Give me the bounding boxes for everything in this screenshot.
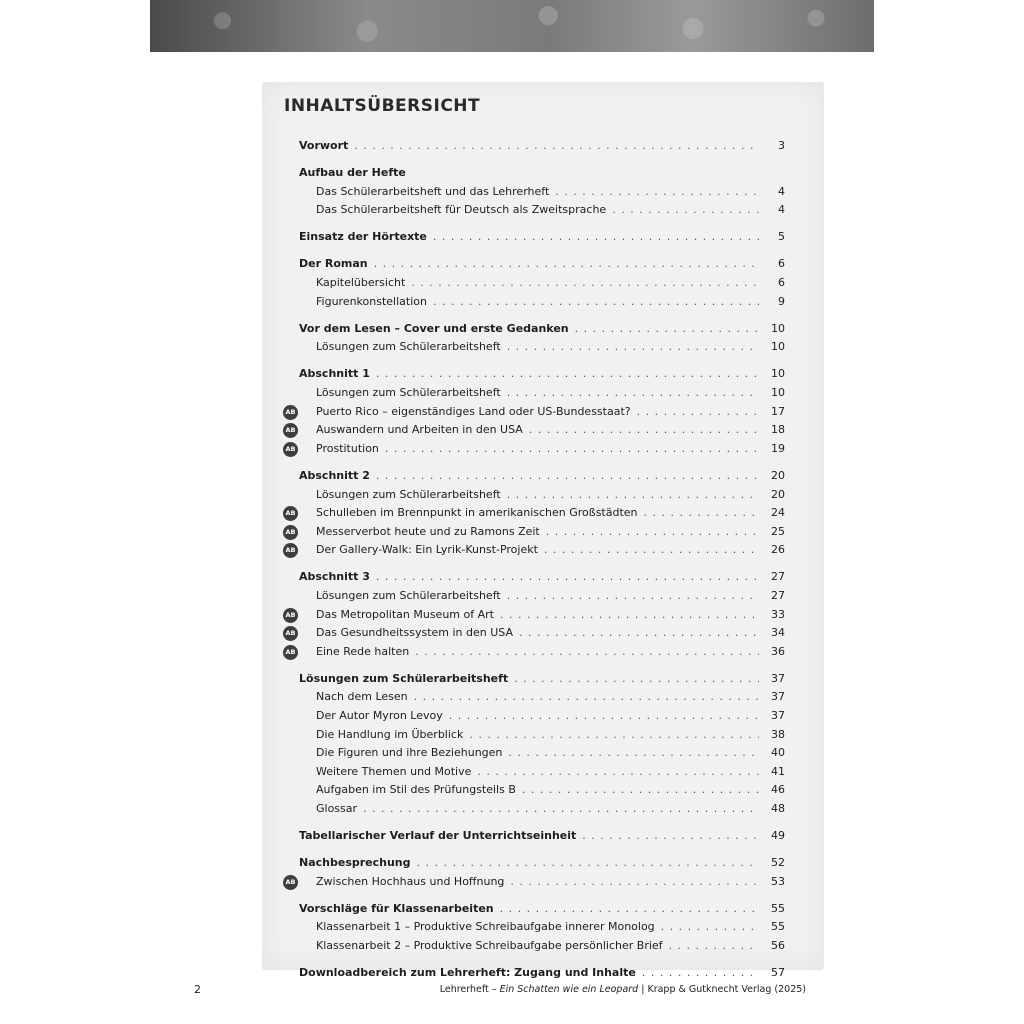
- toc-entry-page: 4: [778, 203, 785, 217]
- toc-leader-dots: [417, 854, 759, 873]
- toc-entry-label: Prostitution: [316, 441, 379, 455]
- toc-entry: [299, 744, 785, 763]
- toc-leader-dots: [519, 624, 759, 643]
- toc-entry-page: 10: [771, 340, 785, 354]
- toc-entry-label: Glossar: [316, 802, 358, 815]
- toc-entry-label: Kapitelübersicht: [316, 276, 406, 290]
- toc-leader-dots: [507, 384, 759, 403]
- ab-badge-icon: AB: [283, 875, 298, 890]
- toc-entry-label: Der Gallery-Walk: Ein Lyrik-Kunst-Projekt: [316, 543, 538, 557]
- toc-leader-dots: [637, 403, 759, 422]
- toc-entry-page: 19: [771, 441, 785, 455]
- toc-entry: [299, 183, 785, 202]
- toc-entry-label: Abschnitt 2: [299, 468, 370, 482]
- toc-entry-page: 56: [771, 939, 785, 953]
- toc-entry-page: 25: [771, 524, 785, 538]
- toc-leader-dots: [469, 726, 759, 745]
- toc-entry-label: Nachbesprechung: [299, 856, 411, 870]
- ab-badge-icon: AB: [283, 506, 298, 521]
- toc-entry-label: Abschnitt 3: [299, 570, 370, 584]
- ab-badge-icon: AB: [283, 626, 298, 641]
- toc-leader-dots: [508, 744, 759, 763]
- toc-entry-label: Nach dem Lesen: [316, 690, 408, 704]
- toc-leader-dots: [414, 688, 759, 707]
- footer-citation: [440, 984, 806, 995]
- toc-entry-page: 49: [771, 829, 785, 843]
- toc-leader-dots: [544, 541, 759, 560]
- toc-entry-page: 57: [771, 966, 785, 980]
- page-number: 2: [194, 983, 201, 996]
- toc-entry-label: Puerto Rico – eigenständiges Land oder US-Bundesstaat?: [316, 404, 631, 418]
- toc-entry: [285, 504, 785, 523]
- toc-entry-page: 3: [778, 139, 785, 152]
- toc-entry-label: Zwischen Hochhaus und Hoffnung: [316, 874, 505, 888]
- toc-entry-page: 37: [771, 690, 785, 704]
- toc-entry-label: Weitere Themen und Motive: [316, 764, 472, 778]
- toc-leader-dots: [612, 201, 759, 220]
- toc-entry: [299, 827, 785, 846]
- toc-entry: [299, 568, 785, 587]
- toc-entry: [299, 587, 785, 606]
- toc-entry-page: 48: [771, 802, 785, 815]
- toc-entry: [299, 384, 785, 403]
- toc-entry-label: Der Roman: [299, 257, 368, 271]
- toc-entry: [299, 900, 785, 919]
- toc-leader-dots: [507, 486, 759, 505]
- ab-badge-icon: AB: [283, 423, 298, 438]
- toc-entry-label: Schulleben im Brennpunkt in amerikanischen Großstädten: [316, 506, 638, 520]
- toc-leader-dots: [507, 338, 759, 357]
- toc-entry-page: 33: [771, 607, 785, 621]
- toc-leader-dots: [529, 421, 759, 440]
- toc-entry: [285, 624, 785, 643]
- toc-leader-dots: [500, 606, 759, 625]
- toc-entry: [299, 228, 785, 247]
- toc-entry-label: Klassenarbeit 2 – Produktive Schreibaufgabe persönlicher Brief: [316, 939, 663, 953]
- toc-entry: [299, 255, 785, 274]
- toc-leader-dots: [411, 274, 759, 293]
- footer-suffix: | Krapp & Gutknecht Verlag (2025): [638, 984, 806, 995]
- toc-entry: [285, 403, 785, 422]
- toc-entry: [299, 486, 785, 505]
- toc-entry-label: Eine Rede halten: [316, 644, 410, 658]
- toc-entry: [299, 137, 785, 156]
- toc-leader-dots: [354, 137, 759, 156]
- toc-entry-label: Das Schülerarbeitsheft für Deutsch als Zweitsprache: [316, 203, 607, 217]
- toc-entry: [285, 873, 785, 892]
- toc-entry-label: Vorwort: [299, 139, 349, 152]
- toc-leader-dots: [555, 183, 759, 202]
- toc-entry-page: 27: [771, 588, 785, 602]
- toc-entry-page: 55: [771, 901, 785, 915]
- toc-leader-dots: [582, 827, 759, 846]
- toc-entry-label: Lösungen zum Schülerarbeitsheft: [316, 340, 501, 354]
- toc-entry-label: Die Figuren und ihre Beziehungen: [316, 746, 503, 760]
- toc-leader-dots: [661, 918, 759, 937]
- footer-prefix: Lehrerheft –: [439, 984, 500, 995]
- toc-entry: [285, 421, 785, 440]
- toc-leader-dots: [510, 873, 759, 892]
- toc-entry-page: 10: [771, 367, 785, 381]
- toc-entry: [299, 164, 785, 183]
- toc-entry: [299, 338, 785, 357]
- toc-leader-dots: [433, 228, 759, 247]
- toc-entry-page: 10: [771, 321, 785, 335]
- toc-entry: [299, 918, 785, 937]
- toc-entry-page: 37: [771, 709, 785, 723]
- toc-leader-dots: [477, 763, 759, 782]
- toc-leader-dots: [507, 587, 759, 606]
- toc-entry-page: 4: [778, 184, 785, 198]
- toc-entry: [299, 781, 785, 800]
- toc-entry-page: 18: [771, 423, 785, 437]
- toc-entry: [299, 707, 785, 726]
- toc-entry-label: Lösungen zum Schülerarbeitsheft: [316, 588, 501, 602]
- toc-entry: [285, 643, 785, 662]
- footer-book-title: Ein Schatten wie ein Leopard: [499, 984, 639, 995]
- toc-entry: [285, 440, 785, 459]
- toc-entry-page: 55: [771, 920, 785, 934]
- toc-entry: [299, 293, 785, 312]
- toc-entry-page: 37: [771, 671, 785, 685]
- toc-entry: [285, 541, 785, 560]
- toc-leader-dots: [642, 964, 759, 983]
- ab-badge-icon: AB: [283, 543, 298, 558]
- toc-entry-label: Aufbau der Hefte: [299, 166, 406, 180]
- toc-leader-dots: [669, 937, 759, 956]
- toc-entry-page: 6: [778, 257, 785, 271]
- toc-entry-page: 10: [771, 386, 785, 400]
- toc-entry-page: 36: [771, 644, 785, 658]
- toc-entry: [299, 854, 785, 873]
- toc-leader-dots: [385, 440, 759, 459]
- toc-entry: [299, 670, 785, 689]
- toc-leader-dots: [415, 643, 759, 662]
- toc-entry-page: 38: [771, 727, 785, 741]
- toc-entry-label: Downloadbereich zum Lehrerheft: Zugang und Inhalte: [299, 966, 636, 980]
- toc-leader-dots: [522, 781, 759, 800]
- toc-entry-page: 24: [771, 506, 785, 520]
- toc-entry-page: 52: [771, 856, 785, 870]
- toc-entry-label: Das Schülerarbeitsheft und das Lehrerheft: [316, 184, 550, 198]
- toc-leader-dots: [376, 467, 759, 486]
- toc-entry-label: Das Gesundheitssystem in den USA: [316, 626, 513, 640]
- toc-leader-dots: [644, 504, 759, 523]
- toc-leader-dots: [449, 707, 759, 726]
- toc-leader-dots: [546, 523, 759, 542]
- toc-entry-label: Lösungen zum Schülerarbeitsheft: [299, 671, 509, 685]
- toc-entry: [299, 365, 785, 384]
- toc-entry-page: 17: [771, 404, 785, 418]
- toc-entry-page: 20: [771, 487, 785, 501]
- toc-entry: [299, 937, 785, 956]
- toc-leader-dots: [363, 800, 759, 819]
- toc-entry-label: Der Autor Myron Levoy: [316, 709, 443, 723]
- toc-entry-page: 26: [771, 543, 785, 557]
- toc-entry-page: 46: [771, 783, 785, 797]
- toc-entry-page: 20: [771, 468, 785, 482]
- toc-entry: [299, 201, 785, 220]
- toc-entry: [299, 320, 785, 339]
- toc-entry-page: 40: [771, 746, 785, 760]
- toc-entry: [299, 964, 785, 983]
- toc-leader-dots: [433, 293, 759, 312]
- ab-badge-icon: AB: [283, 442, 298, 457]
- toc-entry: [299, 726, 785, 745]
- toc-entry-page: 27: [771, 570, 785, 584]
- toc-entry: [299, 274, 785, 293]
- toc-leader-dots: [575, 320, 759, 339]
- toc-entry-label: Lösungen zum Schülerarbeitsheft: [316, 386, 501, 400]
- toc-entry-label: Vor dem Lesen – Cover und erste Gedanken: [299, 321, 569, 335]
- page-title: INHALTSÜBERSICHT: [284, 96, 481, 116]
- toc-entry-page: 6: [778, 276, 785, 290]
- toc-entry-page: 34: [771, 626, 785, 640]
- toc-entry-page: 41: [771, 764, 785, 778]
- header-decorative-band: [150, 0, 874, 52]
- toc-leader-dots: [500, 900, 759, 919]
- toc-leader-dots: [376, 568, 759, 587]
- toc-leader-dots: [514, 670, 759, 689]
- toc-entry-label: Vorschläge für Klassenarbeiten: [299, 901, 494, 915]
- table-of-contents: [285, 137, 785, 983]
- ab-badge-icon: AB: [283, 405, 298, 420]
- toc-entry-label: Einsatz der Hörtexte: [299, 230, 427, 244]
- toc-entry: [285, 523, 785, 542]
- toc-entry-label: Tabellarischer Verlauf der Unterrichtseinheit: [299, 829, 577, 843]
- toc-leader-dots: [374, 255, 759, 274]
- toc-entry-label: Abschnitt 1: [299, 367, 370, 381]
- toc-entry-page: 5: [778, 230, 785, 244]
- toc-entry: [285, 606, 785, 625]
- toc-entry: [299, 467, 785, 486]
- toc-entry-label: Das Metropolitan Museum of Art: [316, 607, 494, 621]
- toc-entry: [299, 763, 785, 782]
- toc-entry: [299, 800, 785, 819]
- toc-entry-label: Figurenkonstellation: [316, 294, 427, 308]
- toc-entry-page: 53: [771, 874, 785, 888]
- toc-entry-label: Klassenarbeit 1 – Produktive Schreibaufgabe innerer Monolog: [316, 920, 655, 934]
- ab-badge-icon: AB: [283, 645, 298, 660]
- toc-entry-label: Lösungen zum Schülerarbeitsheft: [316, 487, 501, 501]
- ab-badge-icon: AB: [283, 608, 298, 623]
- toc-entry-label: Messerverbot heute und zu Ramons Zeit: [316, 524, 540, 538]
- ab-badge-icon: AB: [283, 525, 298, 540]
- toc-leader-dots: [376, 365, 759, 384]
- toc-entry-label: Aufgaben im Stil des Prüfungsteils B: [316, 783, 516, 797]
- toc-entry-page: 9: [778, 294, 785, 308]
- toc-entry-label: Auswandern und Arbeiten in den USA: [316, 423, 523, 437]
- toc-entry-label: Die Handlung im Überblick: [316, 727, 464, 741]
- toc-entry: [299, 688, 785, 707]
